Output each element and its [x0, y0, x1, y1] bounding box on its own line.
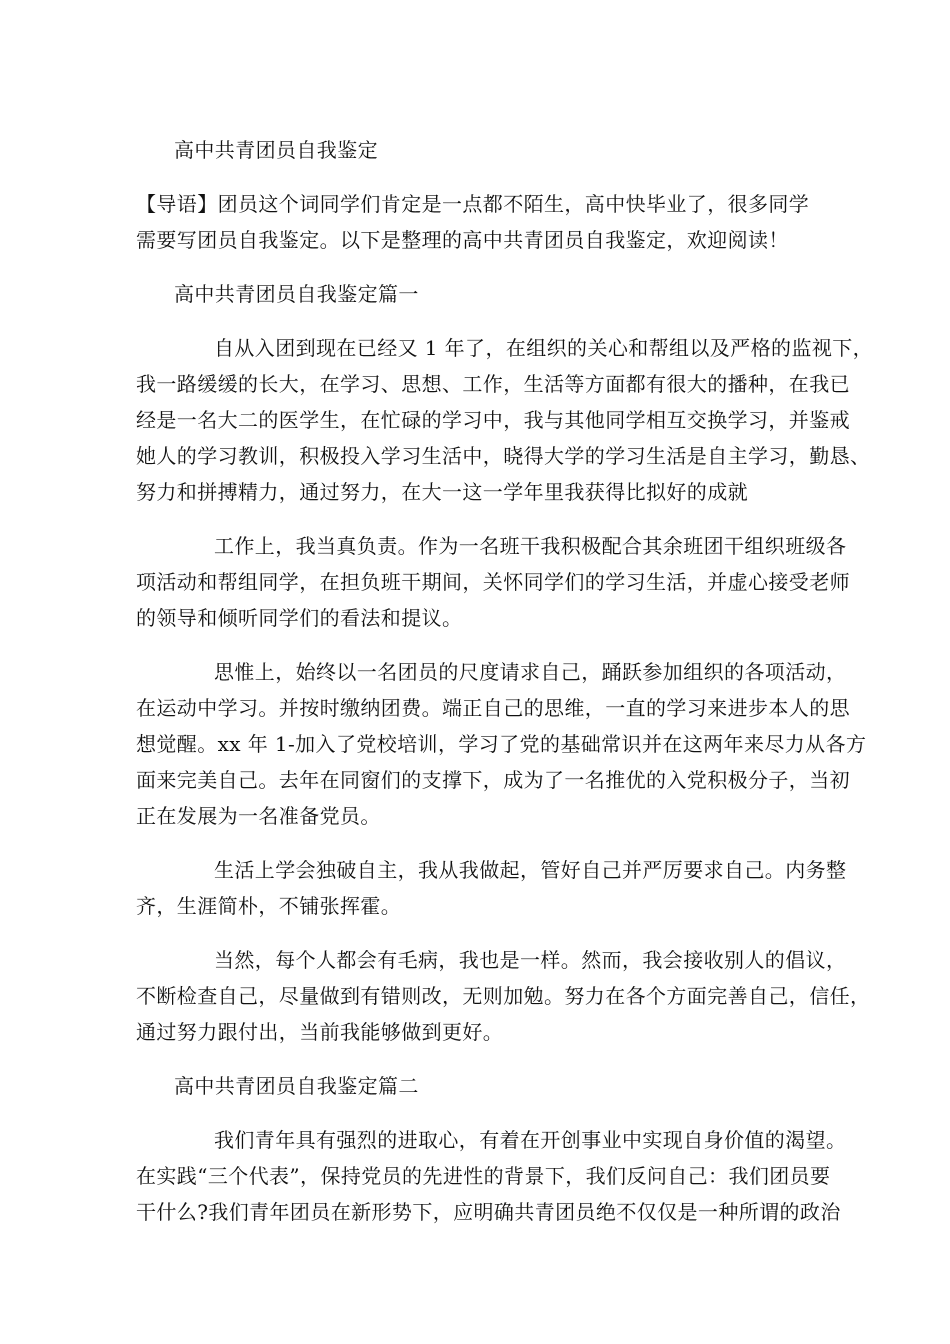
- p4-line-2: 齐，生涯简朴，不铺张挥霍。: [136, 894, 402, 918]
- p1-line-2: 我一路缓缓的长大，在学习、思想、工作，生活等方面都有很大的播种，在我已: [136, 372, 850, 396]
- section2-title: 高中共青团员自我鉴定篇二: [174, 1074, 419, 1098]
- p1-line-3: 经是一名大二的医学生，在忙碌的学习中，我与其他同学相互交换学习，并鉴戒: [136, 408, 850, 432]
- p2-line-3: 的领导和倾听同学们的看法和提议。: [136, 606, 463, 630]
- p6-line-1: 我们青年具有强烈的进取心，有着在开创事业中实现自身价值的渴望。: [214, 1128, 847, 1152]
- p3-line-3: 想觉醒。xx 年 1-加入了党校培训，学习了党的基础常识并在这两年来尽力从各方: [136, 732, 867, 756]
- p4-line-1: 生活上学会独破自主，我从我做起，管好自己并严厉要求自己。内务整: [214, 858, 847, 882]
- p3-line-2: 在运动中学习。并按时缴纳团费。端正自己的思维，一直的学习来进步本人的思: [136, 696, 850, 720]
- document-title: 高中共青团员自我鉴定: [174, 138, 378, 162]
- intro-line-2: 需要写团员自我鉴定。以下是整理的高中共青团员自我鉴定，欢迎阅读！: [136, 228, 789, 252]
- p6-line-2: 在实践“三个代表”，保持党员的先进性的背景下，我们反问自己：我们团员要: [136, 1164, 831, 1188]
- p3-line-5: 正在发展为一名准备党员。: [136, 804, 381, 828]
- p3-line-1: 思惟上，始终以一名团员的尺度请求自己，踊跃参加组织的各项活动，: [214, 660, 847, 684]
- p1-line-5: 努力和拼搏精力，通过努力，在大一这一学年里我获得比拟好的成就: [136, 480, 748, 504]
- p5-line-2: 不断检查自己，尽量做到有错则改，无则加勉。努力在各个方面完善自己，信任，: [136, 984, 871, 1008]
- p3-line-4: 面来完美自己。去年在同窗们的支撑下，成为了一名推优的入党积极分子，当初: [136, 768, 850, 792]
- p6-line-3: 干什么?我们青年团员在新形势下，应明确共青团员绝不仅仅是一种所谓的政治: [136, 1200, 841, 1224]
- p2-line-2: 项活动和帮组同学，在担负班干期间，关怀同学们的学习生活，并虚心接受老师: [136, 570, 850, 594]
- p1-line-1: 自从入团到现在已经又 1 年了，在组织的关心和帮组以及严格的监视下，: [214, 336, 874, 360]
- p5-line-1: 当然，每个人都会有毛病，我也是一样。然而，我会接收别人的倡议，: [214, 948, 847, 972]
- section1-title: 高中共青团员自我鉴定篇一: [174, 282, 419, 306]
- p5-line-3: 通过努力跟付出，当前我能够做到更好。: [136, 1020, 504, 1044]
- p2-line-1: 工作上，我当真负责。作为一名班干我积极配合其余班团干组织班级各: [214, 534, 847, 558]
- p1-line-4: 她人的学习教训，积极投入学习生活中，晓得大学的学习生活是自主学习，勤恳、: [136, 444, 871, 468]
- intro-line-1: 【导语】团员这个词同学们肯定是一点都不陌生，高中快毕业了，很多同学: [136, 192, 810, 216]
